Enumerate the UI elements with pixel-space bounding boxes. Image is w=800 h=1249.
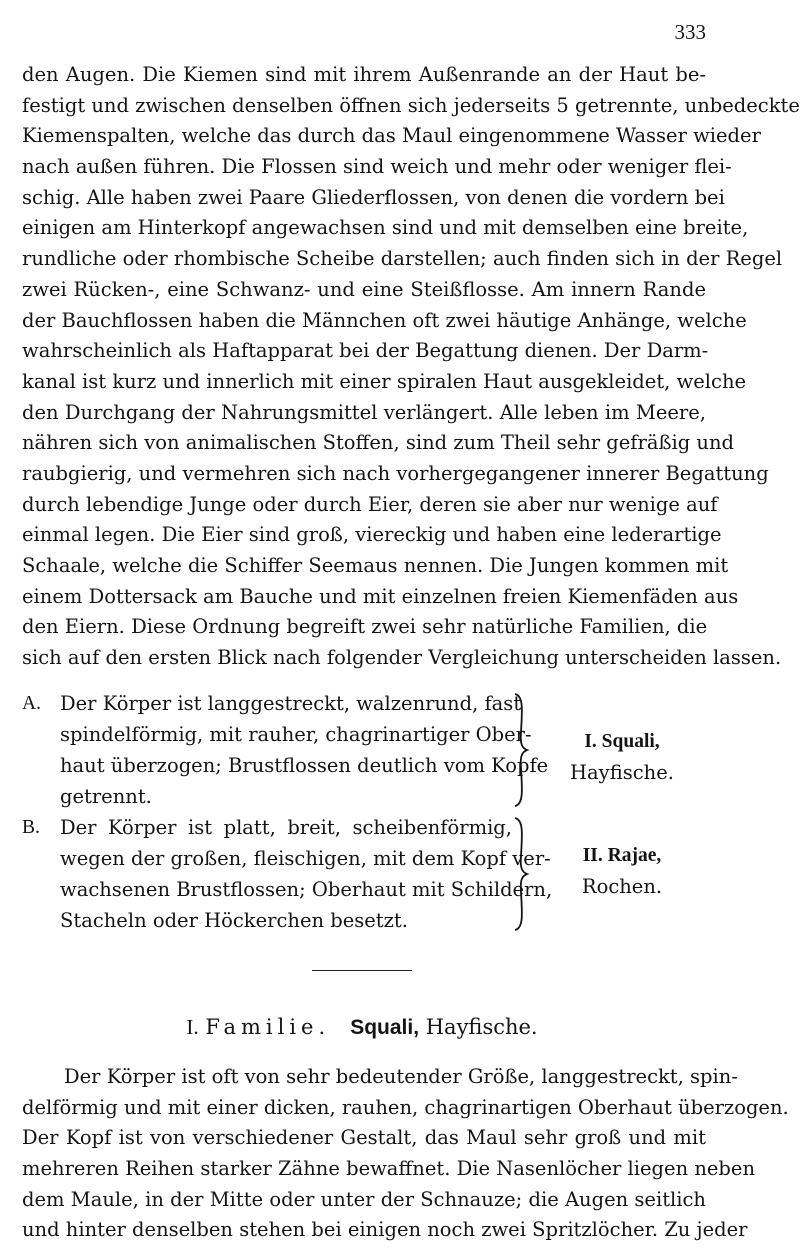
heading-family-label: Familie.: [205, 1015, 331, 1039]
text-line: Der Körper ist oft von sehr bedeutender Größe, langgestreckt, spin-: [64, 1065, 738, 1088]
text-line: delförmig und mit einer dicken, rauhen, chagrinartigen Oberhaut überzogen.: [22, 1095, 789, 1119]
text-line: sich auf den ersten Blick nach folgender Vergleichung unterscheiden lassen.: [22, 646, 782, 670]
text-line: dem Maule, in der Mitte oder unter der Schnauze; die Augen seitlich: [22, 1187, 706, 1211]
text-line: durch lebendige Junge oder durch Eier, deren sie aber nur wenige auf: [22, 492, 718, 516]
text-line: Der Körper ist langgestreckt, walzenrund, fast: [60, 692, 522, 715]
text-line: Schaale, welche die Schiffer Seemaus nennen. Die Jungen kommen mit: [22, 554, 729, 577]
text-line: wahrscheinlich als Haftapparat bei der Begattung dienen. Der Darm-: [22, 339, 709, 363]
text-line: wegen der großen, fleischigen, mit dem Kopf ver-: [60, 847, 551, 870]
family-latin-name: II. Rajae,: [582, 845, 662, 866]
text-line: den Augen. Die Kiemen sind mit ihrem Außenrande an der Haut be-: [22, 63, 706, 86]
paragraph-order-description: [22, 60, 800, 674]
text-line: raubgierig, und vermehren sich nach vorhergegangener innerer Begattung: [22, 461, 769, 485]
family-german-name: Hayfische.: [570, 761, 674, 784]
text-line: einem Dottersack am Bauche und mit einzelnen freien Kiemenfäden aus: [22, 584, 739, 608]
text-line: nähren sich von animalischen Stoffen, sind zum Theil sehr gefräßig und: [22, 431, 735, 455]
key-description: [60, 812, 553, 936]
text-line: den Durchgang der Nahrungsmittel verlängert. Alle leben im Meere,: [22, 400, 706, 424]
family-latin-name: I. Squali,: [584, 731, 660, 752]
family-german-name: Rochen.: [581, 875, 663, 898]
curly-brace-icon: [512, 816, 530, 932]
heading-number: I.: [186, 1015, 199, 1039]
text-line: Der Kopf ist von verschiedener Gestalt, das Maul sehr groß und mit: [22, 1126, 706, 1150]
key-entry-b: [22, 812, 663, 936]
section-divider: [312, 970, 412, 971]
text-line: getrennt.: [60, 785, 152, 808]
text-line: nach außen führen. Die Flossen sind weich und mehr oder weniger flei-: [22, 155, 732, 179]
text-line: der Bauchflossen haben die Männchen oft zwei häutige Anhänge, welche: [22, 308, 747, 332]
text-line: Kiemenspalten, welche das durch das Maul eingenommene Wasser wieder: [22, 124, 761, 148]
key-entry-a: [22, 688, 674, 812]
key-result-squali: [542, 726, 702, 788]
text-line: mehreren Reihen starker Zähne bewaffnet. Die Nasenlöcher liegen neben: [22, 1157, 756, 1181]
key-result-rajae: [542, 840, 702, 902]
text-line: kanal ist kurz und innerlich mit einer spiralen Haut ausgekleidet, welche: [22, 369, 747, 393]
text-line: rundliche oder rhombische Scheibe darstellen; auch finden sich in der Regel: [22, 247, 783, 271]
text-line: schig. Alle haben zwei Paare Gliederflossen, von denen die vordern bei: [22, 185, 725, 209]
text-line: festigt und zwischen denselben öffnen sich jederseits 5 getrennte, unbedeckte: [22, 93, 800, 117]
curly-brace-icon: [512, 692, 530, 808]
text-line: zwei Rücken-, eine Schwanz- und eine Steißflosse. Am innern Rande: [22, 277, 706, 301]
page-number: 333: [674, 20, 706, 44]
key-description: [60, 688, 549, 812]
text-line: Der Körper ist platt, breit, scheibenförmig,: [60, 816, 512, 839]
section-heading: [0, 1015, 724, 1040]
key-marker: B.: [22, 817, 40, 838]
key-marker: A.: [22, 693, 41, 714]
text-line: haut überzogen; Brustflossen deutlich vom Kopfe: [60, 754, 549, 777]
paragraph-family-description: [22, 1062, 789, 1246]
text-line: einigen am Hinterkopf angewachsen sind und mit demselben eine breite,: [22, 216, 749, 240]
text-line: den Eiern. Diese Ordnung begreift zwei sehr natürliche Familien, die: [22, 615, 708, 639]
text-line: wachsenen Brustflossen; Oberhaut mit Schildern,: [60, 878, 553, 901]
heading-latin-name: Squali,: [350, 1016, 420, 1039]
heading-german-name: Hayfische.: [425, 1015, 538, 1039]
text-line: spindelförmig, mit rauher, chagrinartiger Ober-: [60, 723, 532, 746]
text-line: und hinter denselben stehen bei einigen noch zwei Spritzlöcher. Zu jeder: [22, 1218, 748, 1242]
text-line: Stacheln oder Höckerchen besetzt.: [60, 909, 408, 932]
text-line: einmal legen. Die Eier sind groß, viereckig und haben eine lederartige: [22, 523, 722, 547]
